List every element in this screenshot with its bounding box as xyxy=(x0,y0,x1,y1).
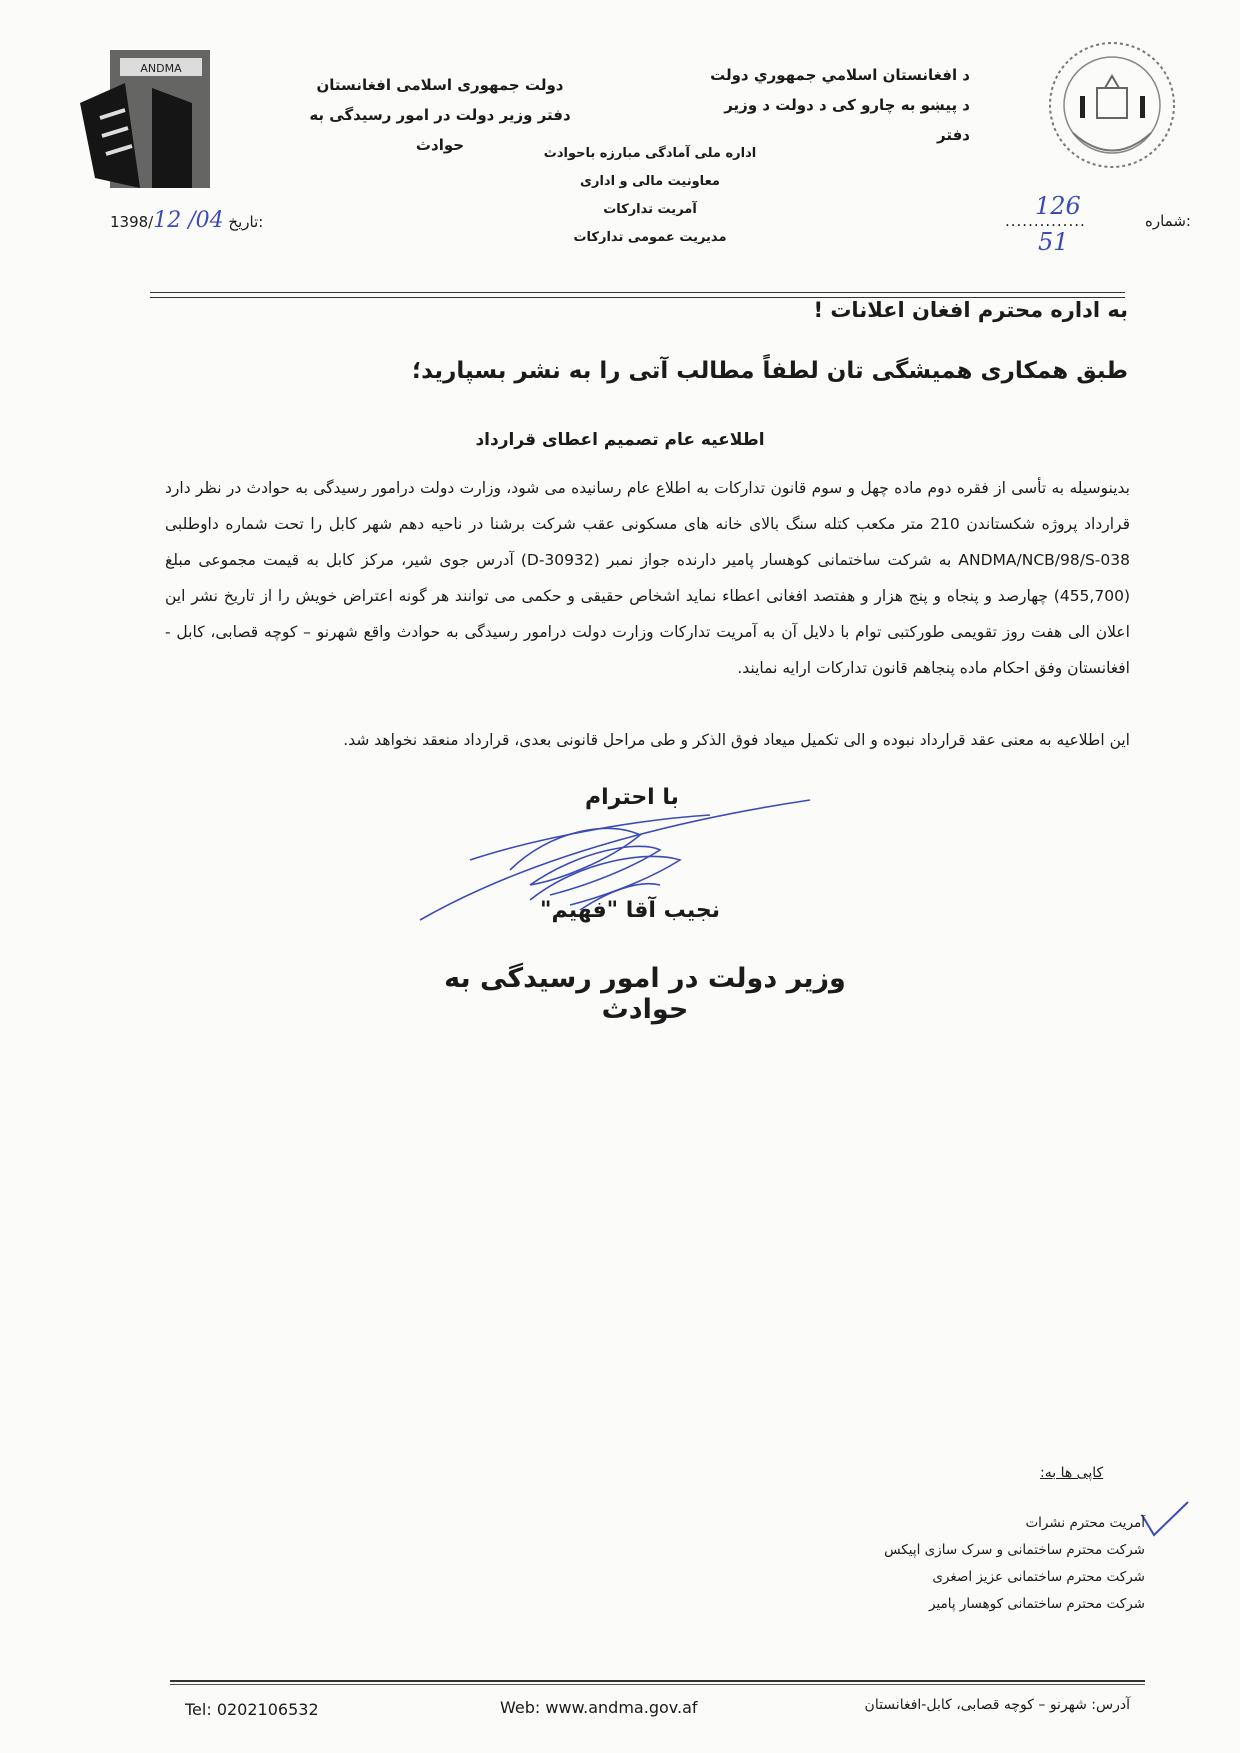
footer-address: آدرس: شهرنو – کوچه قصابی، کابل-افغانستان xyxy=(864,1697,1130,1713)
copy-recipient: شرکت محترم ساختمانی عزیز اصغری xyxy=(932,1569,1145,1585)
copy-recipient: آمریت محترم نشرات xyxy=(1025,1515,1145,1531)
header-left-line: دفتر وزیر دولت در امور رسیدگی به حوادث xyxy=(309,106,571,154)
footer-website: Web: www.andma.gov.af xyxy=(500,1698,698,1717)
department-line: آمریت تدارکات xyxy=(603,202,697,217)
number-handwritten-bottom: 51 xyxy=(1038,228,1069,256)
copy-recipient: شرکت محترم ساختمانی و سرک سازی اپیکس xyxy=(884,1542,1145,1558)
date-handwritten: 12 /04 xyxy=(153,208,224,233)
signer-title: وزیر دولت در امور رسیدگی به حوادث xyxy=(444,963,846,1025)
addressee: به اداره محترم افغان اعلانات ! xyxy=(813,298,1128,322)
closing-regards: با احترام xyxy=(585,785,679,810)
checkmark-icon xyxy=(1140,1500,1190,1540)
notice-title: اطلاعیه عام تصمیم اعطای قرارداد xyxy=(475,430,765,450)
footer-divider xyxy=(170,1680,1145,1682)
header-divider xyxy=(150,292,1125,293)
footer-divider xyxy=(170,1684,1145,1685)
date-field xyxy=(110,208,263,233)
signer-name: نجیب آقا "فهیم" xyxy=(540,898,720,923)
copies-heading: کاپی ها به: xyxy=(1040,1465,1104,1481)
notice-paragraph: این اطلاعیه به معنی عقد قرارداد نبوده و الی تکمیل میعاد فوق الذکر و طی مراحل قانونی بعدی، قرارداد منعقد نخواهد شد. xyxy=(343,731,1130,749)
number-label: شماره: xyxy=(1145,212,1191,230)
header-right-line: د پیښو به چارو کی د دولت د وزیر دفتر xyxy=(724,96,970,144)
header-right-line: د افغانستان اسلامي جمهوري دولت xyxy=(710,66,970,84)
number-dots: .............. xyxy=(1005,212,1086,230)
copies-list xyxy=(760,1510,1145,1618)
afghanistan-emblem xyxy=(1045,38,1180,173)
copy-recipient: شرکت محترم ساختمانی کوهسار پامیر xyxy=(928,1596,1145,1612)
header-center-block xyxy=(520,140,780,252)
department-line: مدیریت عمومی تدارکات xyxy=(573,230,727,245)
date-label: تاریخ: xyxy=(228,213,264,231)
footer-phone: Tel: 0202106532 xyxy=(185,1700,319,1719)
andma-logo xyxy=(80,48,215,193)
header-right-block xyxy=(700,60,970,150)
logo-text: ANDMA xyxy=(140,62,182,75)
date-year: 1398/ xyxy=(110,213,154,231)
department-line: اداره ملی آمادگی مبارزه باحوادث xyxy=(543,146,757,161)
department-line: معاونیت مالی و اداری xyxy=(580,174,720,189)
number-handwritten-top: 126 xyxy=(1035,192,1081,220)
notice-paragraph: بدینوسیله به تأسی از فقره دوم ماده چهل و سوم قانون تدارکات به اطلاع عام رسانیده می شود، وزارت دولت درامور رسیدگی به حوادث در نظر دارد قرارداد پروژه شکستاندن 210 متر مکعب کتله سنگ بالای خانه های مسکونی عقب شرکت برشنا در ناحیه دهم شهر کابل را تحت شماره داوطلبی ANDMA/NCB/98/S-038 به شرکت ساختمانی کوهسار پامیر دارنده جواز نمبر (D-30932) آدرس جوی شیر، مرکز کابل به قیمت مجموعی مبلغ (455,700) چهارصد و پنجاه و پنج هزار و هفتصد افغانی اعطاء نماید اشخاص حقیقی و حکمی می توانند هر گونه اعتراض خویش را از تاریخ نشر این اعلان الی هفت روز تقویمی طورکتبی توام با دلایل آن به آمریت تدارکات وزارت دولت درامور رسیدگی به حوادث واقع شهرنو – کوچه قصابی، کابل - افغانستان وفق احکام ماده پنجاهم قانون تدارکات ارایه نمایند. xyxy=(165,479,1130,677)
header-left-line: دولت جمهوری اسلامی افغانستان xyxy=(316,76,564,94)
publication-request: طبق همکاری همیشگی تان لطفاً مطالب آتی را به نشر بسپارید؛ xyxy=(411,358,1128,384)
